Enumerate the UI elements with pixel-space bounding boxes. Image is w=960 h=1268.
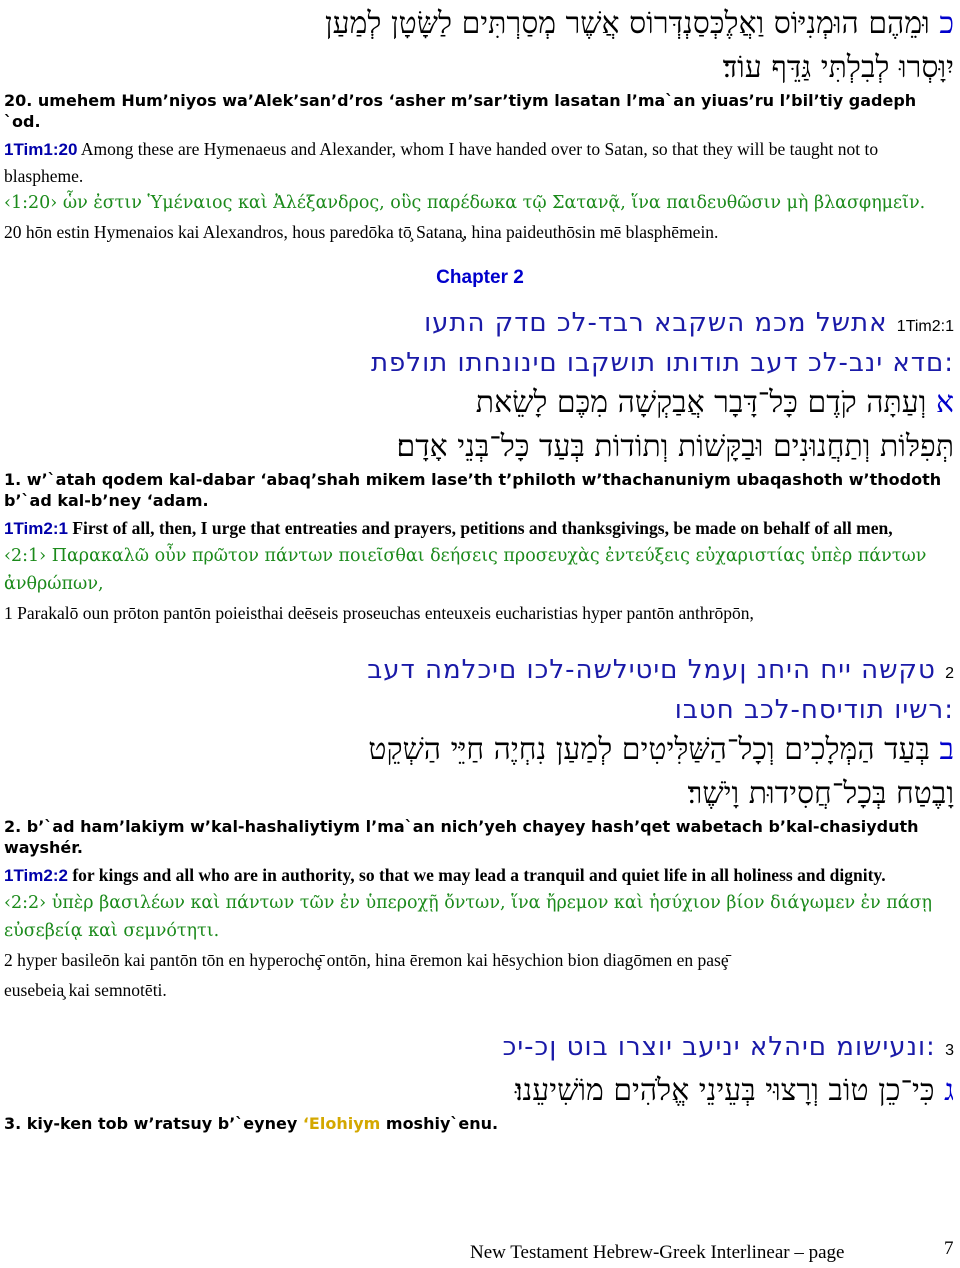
paleo-text: :ונעישומ םיהלא יניעב יוצרו בוט ןכ-יכ: [502, 1032, 936, 1062]
hebrew-text: יִוָּסְרוּ לְבִלְתִּי גַּדֵּף עוֹד׃: [722, 50, 954, 85]
verse-letter: ג: [944, 1073, 954, 1108]
hebrew-text: תְּפִלּוֹת וְתַחֲנוּנִים וּבַקָּשׁוֹת וְתוֹדוֹת בְּעַד כָּל־בְּנֵי אָדָם׃: [396, 429, 954, 464]
hebrew-text: וּמֵהֶם הוּמְנִיּוֹס וַאֲלֶכְּסַנְדְּרוֹס אֲשֶׁר מְסַרְתִּים לַשָּׂטָן לְמַעַן: [325, 6, 930, 41]
verse-ref: 1Tim2:1: [4, 519, 68, 538]
hebrew-line: [0, 425, 960, 469]
paleo-line: [0, 345, 960, 381]
page-number: 7: [944, 1238, 954, 1259]
verse-2-3: [0, 1029, 960, 1134]
verse-ref: 1Tim2:2: [4, 866, 68, 885]
transliteration: [0, 1113, 960, 1134]
divine-name: ‘Elohiym: [302, 1114, 381, 1133]
page-footer: [0, 1238, 960, 1268]
transliteration: 1. w’`atah qodem kal-dabar ‘abaq’shah mikem lase’th t’philoth w’thachanuniym ubaqashoth w’thodoth b’`ad kal-b’ney ‘adam.: [4, 470, 942, 510]
paleo-text: אתשל מכמ השקבא רבד-לכ םדק התעו: [424, 308, 888, 338]
verse-letter: ב: [939, 732, 954, 767]
verse-letter: כ: [939, 6, 954, 41]
greek-transliteration: 1 Parakalō oun prōton pantōn poieisthai deēseis proseuchas enteuxeis eucharistias hyper pantōn anthrōpōn,: [4, 603, 754, 623]
transliteration: 20. umehem Hum’niyos wa’Alek’san’d’ros ‘asher m’sar’tiym lasatan l’ma`an yiuas’ru l’bil’tiy gadeph `od.: [4, 91, 917, 131]
paleo-line: [0, 305, 960, 345]
hebrew-line: [0, 46, 960, 90]
translit-text: moshiy`enu.: [385, 1114, 499, 1133]
hebrew-line: [0, 381, 960, 425]
hebrew-text: כִּי־כֵן טוֹב וְרָצוּי בְּעֵינֵי אֱלֹהִים מוֹשִׁיעֵנוּ׃: [514, 1073, 935, 1108]
hebrew-line: [0, 728, 960, 772]
greek-verse: ‹1:20› ὧν ἐστιν Ὑμέναιος καὶ Ἀλέξανδρος, οὓς παρέδωκα τῷ Σατανᾷ, ἵνα παιδευθῶσιν μὴ βλασφημεῖν.: [4, 193, 926, 213]
footer-title: New Testament Hebrew-Greek Interlinear – page: [470, 1242, 845, 1263]
spacer: [0, 1003, 960, 1029]
paleo-text: טקשה ייח היחנ ןעמל םיטילשה-לכו םיכלמה דעב: [367, 655, 936, 685]
english-verse: [0, 515, 960, 542]
greek-transliteration: 2 hyper basileōn kai pantōn tōn en hyperochȩ̄ ontōn, hina ēremon kai hēsychion bion diagōmen en pasȩ̄: [4, 950, 729, 970]
hebrew-text: וְעַתָּה קֹדֶם כָּל־דָּבָר אֲבַקְשָׁה מִכֶּם לָשֵׂאת: [475, 385, 927, 420]
verse-1-20: [0, 2, 960, 245]
verse-letter: א: [935, 385, 954, 420]
hebrew-line: [0, 1069, 960, 1113]
verse-ref: 1Tim1:20: [4, 140, 78, 159]
transliteration: 2. b’`ad ham’lakiym w’kal-hashaliytiym l’ma`an nich’yeh chayey hash’qet wabetach b’kal-chasiyduth wayshér.: [4, 817, 919, 857]
paleo-line: [0, 652, 960, 692]
hebrew-line: [0, 772, 960, 816]
verse-2-2: [0, 652, 960, 1003]
hebrew-text: וָבֶטַח בְּכָל־חֲסִידוּת וָיֹשֶׁר׃: [687, 776, 954, 811]
verse-ref: 2: [945, 665, 954, 682]
paleo-text: :םדא ינב-לכ דעב תודותו תושקבו םינונחתו תולפת: [370, 348, 954, 378]
translit-text: 3. kiy-ken tob w’ratsuy b’`eyney: [4, 1114, 298, 1133]
spacer: [0, 626, 960, 652]
english-text: for kings and all who are in authority, so that we may lead a tranquil and quiet life in all holiness and dignity.: [72, 865, 886, 885]
greek-verse: ‹2:1› Παρακαλῶ οὖν πρῶτον πάντων ποιεῖσθαι δεήσεις προσευχὰς ἐντεύξεις εὐχαριστίας ὑπὲρ πάντων ἀνθρώπων,: [4, 546, 927, 594]
english-verse: [0, 136, 960, 189]
paleo-text: :רשיו תודיסח-לכב חטבו: [674, 695, 954, 725]
english-verse: [0, 862, 960, 889]
verse-2-1: [0, 305, 960, 626]
paleo-line: [0, 692, 960, 728]
verse-ref: 3: [945, 1042, 954, 1059]
greek-transliteration: eusebeia̧ kai semnotēti.: [4, 980, 167, 1000]
greek-transliteration: 20 hōn estin Hymenaios kai Alexandros, hous paredōka tō̧ Satana̧, hina paideuthōsin mē blasphēmein.: [4, 222, 719, 242]
greek-verse: ‹2:2› ὑπὲρ βασιλέων καὶ πάντων τῶν ἐν ὑπεροχῇ ὄντων, ἵνα ἤρεμον καὶ ἡσύχιον βίον διάγωμεν ἐν πάσῃ εὐσεβείᾳ καὶ σεμνότητι.: [4, 893, 933, 941]
verse-ref: 1Tim2:1: [896, 318, 954, 335]
hebrew-text: בְּעַד הַמְּלָכִים וְכָל־הַשַּׁלִּיטִים לְמַעַן נִחְיֶה חַיֵּי הַשְׁקֵט: [368, 732, 930, 767]
hebrew-line: [0, 2, 960, 46]
english-text: Among these are Hymenaeus and Alexander, whom I have handed over to Satan, so that they will be taught not to blaspheme.: [4, 139, 879, 186]
chapter-title: Chapter 2: [436, 267, 524, 288]
paleo-line: [0, 1029, 960, 1069]
english-text: First of all, then, I urge that entreaties and prayers, petitions and thanksgivings, be made on behalf of all men,: [72, 518, 893, 538]
